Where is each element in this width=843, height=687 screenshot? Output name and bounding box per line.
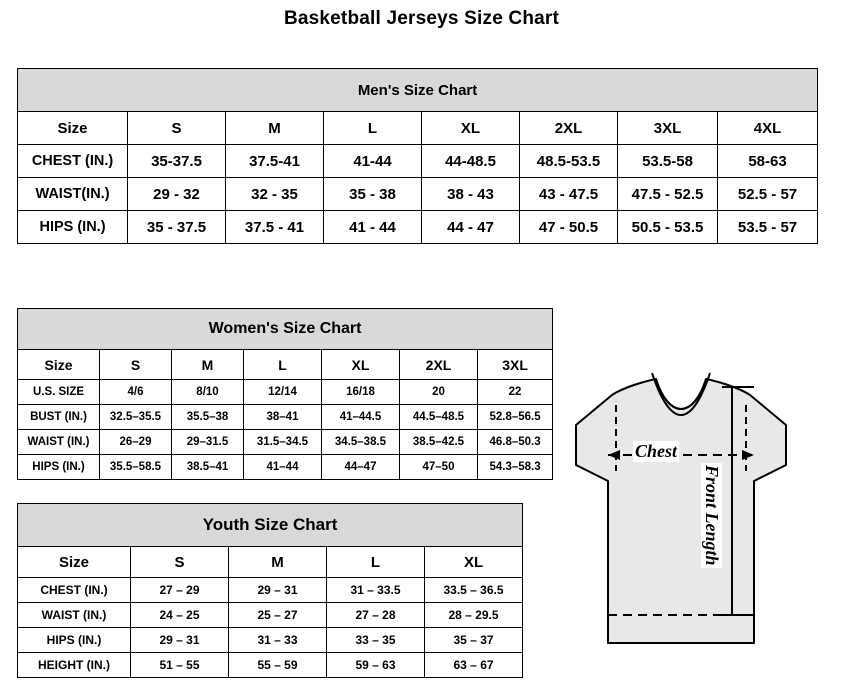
column-header-l: L [327, 547, 425, 578]
measurement-cell: 52.5 - 57 [718, 178, 818, 211]
column-header-4xl: 4XL [718, 112, 818, 145]
measurement-cell: 33.5 – 36.5 [425, 578, 523, 603]
table-banner-title: Men's Size Chart [18, 69, 818, 112]
row-label: WAIST (IN.) [18, 603, 131, 628]
measurement-cell: 55 – 59 [229, 653, 327, 678]
column-header-3xl: 3XL [618, 112, 718, 145]
measurement-cell: 26–29 [100, 430, 172, 455]
measurement-cell: 35.5–38 [172, 405, 244, 430]
column-header-xl: XL [425, 547, 523, 578]
measurement-cell: 35 - 37.5 [128, 211, 226, 244]
measurement-cell: 46.8–50.3 [478, 430, 553, 455]
front-length-measurement-label: Front Length [702, 465, 722, 566]
table-row [18, 211, 818, 244]
jersey-measurement-diagram [540, 343, 840, 683]
measurement-cell: 44-48.5 [422, 145, 520, 178]
column-header-3xl: 3XL [478, 350, 553, 380]
measurement-cell: 22 [478, 380, 553, 405]
measurement-cell: 38–41 [244, 405, 322, 430]
measurement-cell: 29–31.5 [172, 430, 244, 455]
table-row [18, 628, 523, 653]
measurement-cell: 31 – 33.5 [327, 578, 425, 603]
table-banner-title: Youth Size Chart [18, 504, 523, 547]
jersey-shirt-icon [540, 343, 840, 683]
row-label: WAIST(IN.) [18, 178, 128, 211]
measurement-cell: 29 - 32 [128, 178, 226, 211]
measurement-cell: 27 – 29 [131, 578, 229, 603]
measurement-cell: 58-63 [718, 145, 818, 178]
measurement-cell: 34.5–38.5 [322, 430, 400, 455]
measurement-cell: 38 - 43 [422, 178, 520, 211]
table-row [18, 578, 523, 603]
measurement-cell: 54.3–58.3 [478, 455, 553, 480]
measurement-cell: 32.5–35.5 [100, 405, 172, 430]
table-row [18, 455, 553, 480]
row-label: BUST (IN.) [18, 405, 100, 430]
table-row [18, 603, 523, 628]
column-header-s: S [128, 112, 226, 145]
measurement-cell: 59 – 63 [327, 653, 425, 678]
table-row [18, 178, 818, 211]
measurement-cell: 53.5-58 [618, 145, 718, 178]
table-header-row [18, 547, 523, 578]
measurement-cell: 44 - 47 [422, 211, 520, 244]
table-banner-row [18, 69, 818, 112]
measurement-cell: 31.5–34.5 [244, 430, 322, 455]
measurement-cell: 16/18 [322, 380, 400, 405]
measurement-cell: 44–47 [322, 455, 400, 480]
column-header-2xl: 2XL [520, 112, 618, 145]
measurement-cell: 25 – 27 [229, 603, 327, 628]
table-banner-row [18, 504, 523, 547]
measurement-cell: 29 – 31 [131, 628, 229, 653]
column-header-m: M [172, 350, 244, 380]
measurement-cell: 44.5–48.5 [400, 405, 478, 430]
youth-size-chart-table [17, 503, 523, 678]
measurement-cell: 37.5-41 [226, 145, 324, 178]
table-row [18, 405, 553, 430]
measurement-cell: 41 - 44 [324, 211, 422, 244]
row-label: HIPS (IN.) [18, 211, 128, 244]
measurement-cell: 28 – 29.5 [425, 603, 523, 628]
measurement-cell: 8/10 [172, 380, 244, 405]
measurement-cell: 47–50 [400, 455, 478, 480]
measurement-cell: 35-37.5 [128, 145, 226, 178]
column-header-m: M [229, 547, 327, 578]
column-header-s: S [100, 350, 172, 380]
mens-size-chart-table [17, 68, 818, 244]
measurement-cell: 38.5–41 [172, 455, 244, 480]
measurement-cell: 24 – 25 [131, 603, 229, 628]
table-header-row [18, 350, 553, 380]
measurement-cell: 20 [400, 380, 478, 405]
table-row [18, 145, 818, 178]
column-header-xl: XL [422, 112, 520, 145]
measurement-cell: 35 - 38 [324, 178, 422, 211]
chest-measurement-label: Chest [635, 441, 678, 461]
measurement-cell: 63 – 67 [425, 653, 523, 678]
column-header-l: L [324, 112, 422, 145]
page-title: Basketball Jerseys Size Chart [283, 8, 560, 29]
measurement-cell: 47.5 - 52.5 [618, 178, 718, 211]
measurement-cell: 53.5 - 57 [718, 211, 818, 244]
measurement-cell: 43 - 47.5 [520, 178, 618, 211]
row-label: CHEST (IN.) [18, 578, 131, 603]
measurement-cell: 52.8–56.5 [478, 405, 553, 430]
table-row [18, 380, 553, 405]
measurement-cell: 12/14 [244, 380, 322, 405]
measurement-cell: 31 – 33 [229, 628, 327, 653]
column-header-m: M [226, 112, 324, 145]
column-header-size: Size [18, 547, 131, 578]
table-banner-row [18, 309, 553, 350]
column-header-size: Size [18, 350, 100, 380]
row-label: HIPS (IN.) [18, 455, 100, 480]
measurement-cell: 32 - 35 [226, 178, 324, 211]
row-label: U.S. SIZE [18, 380, 100, 405]
column-header-l: L [244, 350, 322, 380]
measurement-cell: 48.5-53.5 [520, 145, 618, 178]
measurement-cell: 38.5–42.5 [400, 430, 478, 455]
measurement-cell: 41–44.5 [322, 405, 400, 430]
table-header-row [18, 112, 818, 145]
column-header-s: S [131, 547, 229, 578]
measurement-cell: 37.5 - 41 [226, 211, 324, 244]
measurement-cell: 35 – 37 [425, 628, 523, 653]
column-header-2xl: 2XL [400, 350, 478, 380]
measurement-cell: 51 – 55 [131, 653, 229, 678]
row-label: CHEST (IN.) [18, 145, 128, 178]
womens-size-chart-table [17, 308, 553, 480]
row-label: WAIST (IN.) [18, 430, 100, 455]
measurement-cell: 33 – 35 [327, 628, 425, 653]
table-banner-title: Women's Size Chart [18, 309, 553, 350]
measurement-cell: 50.5 - 53.5 [618, 211, 718, 244]
measurement-cell: 47 - 50.5 [520, 211, 618, 244]
measurement-cell: 29 – 31 [229, 578, 327, 603]
table-row [18, 653, 523, 678]
measurement-cell: 27 – 28 [327, 603, 425, 628]
row-label: HEIGHT (IN.) [18, 653, 131, 678]
column-header-xl: XL [322, 350, 400, 380]
measurement-cell: 4/6 [100, 380, 172, 405]
measurement-cell: 41-44 [324, 145, 422, 178]
column-header-size: Size [18, 112, 128, 145]
measurement-cell: 35.5–58.5 [100, 455, 172, 480]
measurement-cell: 41–44 [244, 455, 322, 480]
row-label: HIPS (IN.) [18, 628, 131, 653]
table-row [18, 430, 553, 455]
